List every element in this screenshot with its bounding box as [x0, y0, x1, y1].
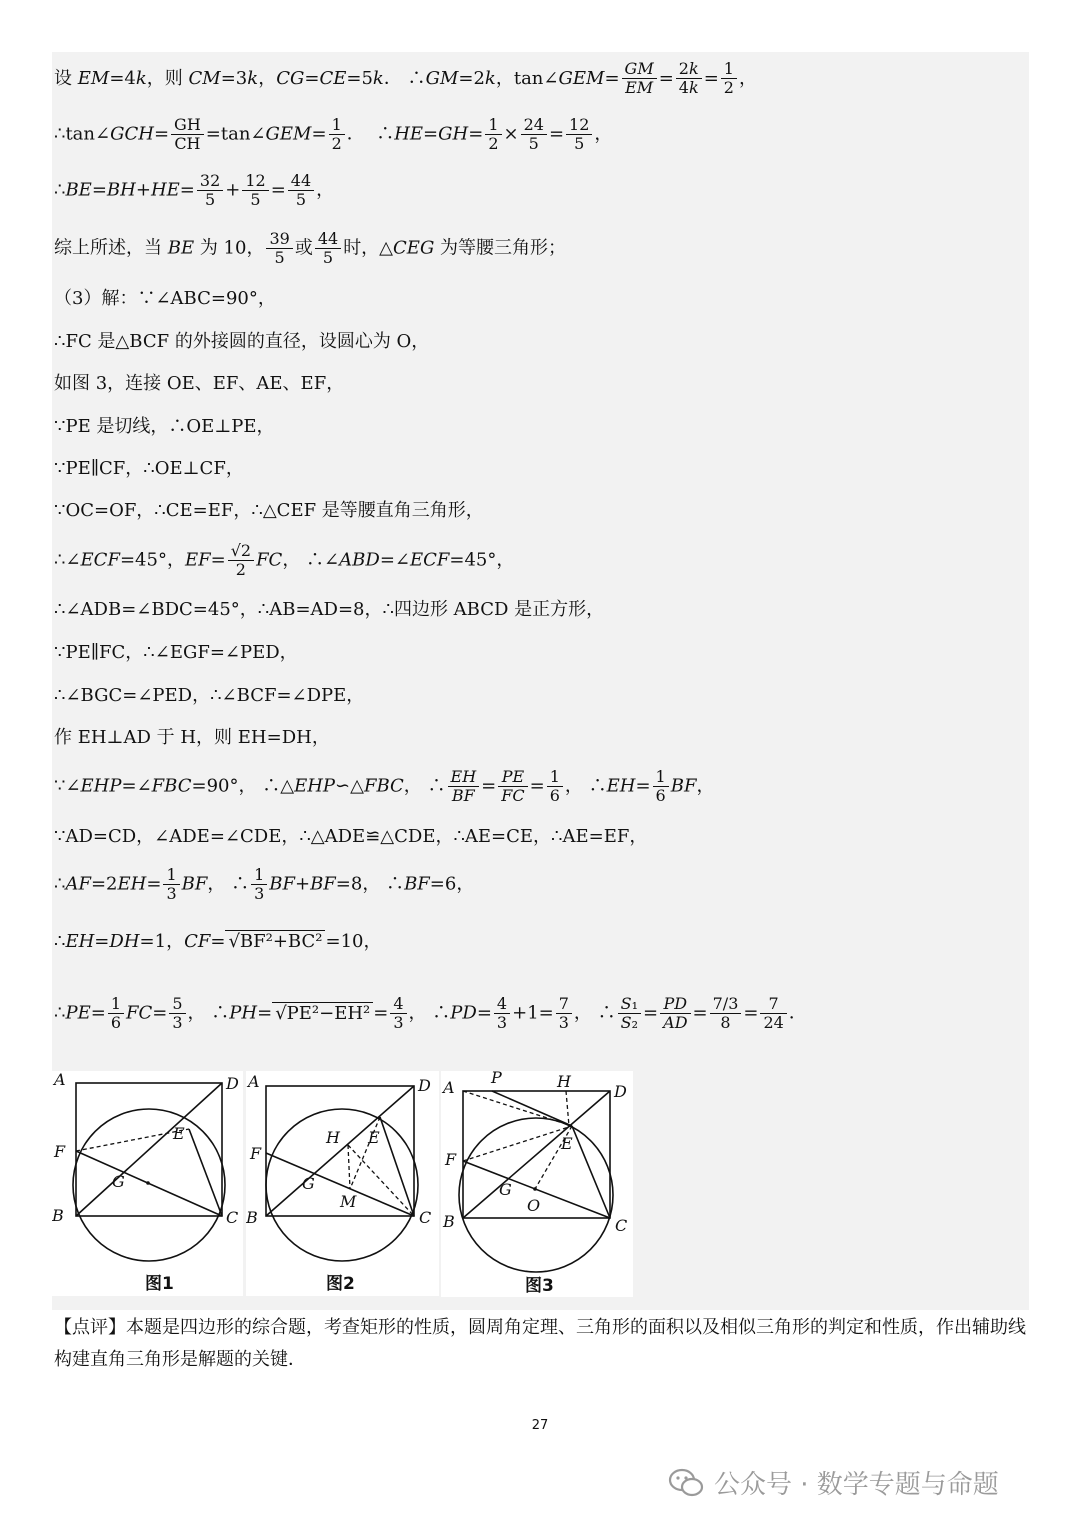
- fig3-label-B: B: [443, 1212, 455, 1231]
- line-11: ∴∠ECF=45°，EF= $\frac{√2}{2}$ FC， ∴∠ABD=∠ECF=45°，: [54, 541, 515, 579]
- watermark: [668, 1464, 999, 1501]
- line-15: 作 EH⊥AD 于 H，则 EH=DH，: [54, 727, 330, 748]
- figure-1: [52, 1071, 243, 1296]
- figure-1-caption: 图1: [145, 1274, 174, 1294]
- fig2-label-M: M: [340, 1192, 357, 1211]
- fig1-label-E: E: [173, 1124, 185, 1143]
- fig2-label-E: E: [368, 1128, 380, 1147]
- watermark-text: 公众号 · 数学专题与命题: [714, 1470, 999, 1500]
- fig1-label-C: C: [226, 1208, 239, 1227]
- fig2-label-G: G: [302, 1174, 315, 1193]
- fig3-label-D: D: [614, 1082, 627, 1101]
- line-17: ∵AD=CD，∠ADE=∠CDE，∴△ADE≌△CDE，∴AE=CE，∴AE=EF，: [54, 826, 648, 847]
- page-number: 27: [531, 1418, 549, 1433]
- line-7: 如图 3，连接 OE、EF、AE、EF，: [54, 373, 345, 394]
- fig1-label-D: D: [226, 1074, 239, 1093]
- figure-1-diagram: [52, 1071, 243, 1296]
- figure-3-diagram: [441, 1071, 633, 1297]
- fig3-label-G: G: [499, 1180, 512, 1199]
- line-13: ∵PE∥FC，∴∠EGF=∠PED，: [54, 642, 298, 663]
- fig2-label-B: B: [246, 1208, 258, 1227]
- line-16: ∵∠EHP=∠FBC=90°， ∴△EHP∽△FBC， ∴ $\frac{EH}{BF}$ = $\frac{PE}{FC}$ = $\frac{1}{6}$ ， ∴EH= $\frac{1}{6}$ BF，: [54, 767, 715, 805]
- line-3: ∴BE=BH+HE= $\frac{32}{5}$ + $\frac{12}{5}$ = $\frac{44}{5}$ ，: [54, 171, 335, 209]
- figure-2-diagram: [246, 1071, 439, 1296]
- fig3-label-F: F: [445, 1150, 457, 1169]
- line-1: [54, 60, 757, 97]
- fig2-label-A: A: [248, 1072, 260, 1091]
- fig1-label-F: F: [54, 1142, 66, 1161]
- fig3-label-O: O: [527, 1196, 541, 1215]
- fig1-label-G: G: [112, 1172, 125, 1191]
- fig1-label-A: A: [54, 1071, 66, 1089]
- line-10: ∵OC=OF，∴CE=EF，∴△CEF 是等腰直角三角形，: [54, 500, 484, 521]
- fig3-label-P: P: [491, 1071, 502, 1087]
- figure-3: [441, 1071, 633, 1297]
- fig2-label-H: H: [326, 1128, 340, 1147]
- line-2: ∴tan∠GCH= $\frac{GH}{CH}$ =tan∠GEM= $\frac{1}{2}$ ． ∴HE=GH= $\frac{1}{2}$ × $\frac{24}{5}$ = $\frac{12}{5}$ ，: [54, 115, 613, 153]
- comment-paragraph: 【点评】本题是四边形的综合题，考查矩形的性质，圆周角定理、三角形的面积以及相似三角形的判定和性质，作出辅助线构建直角三角形是解题的关键．: [54, 1317, 1026, 1370]
- fig3-label-E: E: [561, 1134, 573, 1153]
- fig3-label-A: A: [443, 1078, 455, 1097]
- line-8: ∵PE 是切线，∴OE⊥PE，: [54, 416, 275, 437]
- line-4: 综上所述，当 BE 为 10， $\frac{39}{5}$ 或 $\frac{44}{5}$ 时，△CEG 为等腰三角形；: [54, 229, 567, 267]
- figure-2: [246, 1071, 439, 1296]
- line-12: ∴∠ADB=∠BDC=45°，∴AB=AD=8，∴四边形 ABCD 是正方形，: [54, 599, 605, 620]
- fig3-label-C: C: [615, 1216, 628, 1235]
- line-20: ∴PE= $\frac{1}{6}$ FC= $\frac{5}{3}$ ， ∴PH= √PE²−EH² = $\frac{4}{3}$ ， ∴PD= $\frac{4}{3}$ +1= $\frac{7}{3}$ ， ∴ $\frac{\text{S₁}}{\text{S₂}}$ = $\frac{PD}{AD}$ = $\frac{7/3}{8}$ = $\frac{7}{24}$ ．: [54, 994, 807, 1032]
- wechat-icon: [668, 1468, 704, 1498]
- fig2-label-D: D: [418, 1076, 431, 1095]
- fig2-label-F: F: [250, 1144, 262, 1163]
- fig1-label-B: B: [52, 1206, 64, 1225]
- line-14: ∴∠BGC=∠PED，∴∠BCF=∠DPE，: [54, 685, 365, 706]
- fig2-label-C: C: [419, 1208, 432, 1227]
- figure-3-caption: 图3: [525, 1276, 554, 1296]
- line-9: ∵PE∥CF，∴OE⊥CF，: [54, 458, 244, 479]
- fig3-label-H: H: [557, 1072, 571, 1091]
- line-19: ∴EH=DH=1，CF= √BF²+BC² =10，: [54, 931, 382, 952]
- line-18: ∴AF=2EH= $\frac{1}{3}$ BF， ∴ $\frac{1}{3}$ BF+BF=8， ∴BF=6，: [54, 865, 475, 903]
- figure-2-caption: 图2: [326, 1274, 355, 1294]
- line-6: ∴FC 是△BCF 的外接圆的直径，设圆心为 O，: [54, 331, 430, 352]
- line-5: （3）解：∵∠ABC=90°，: [54, 288, 276, 309]
- line-1-text: 设 EM=4k，则 CM=3k，CG=CE=5k． ∴GM=2k，tan∠GEM= $\frac{GM}{EM}$ = $\frac{2k}{4k}$ = $\frac{1}{2}$ ，: [54, 59, 757, 97]
